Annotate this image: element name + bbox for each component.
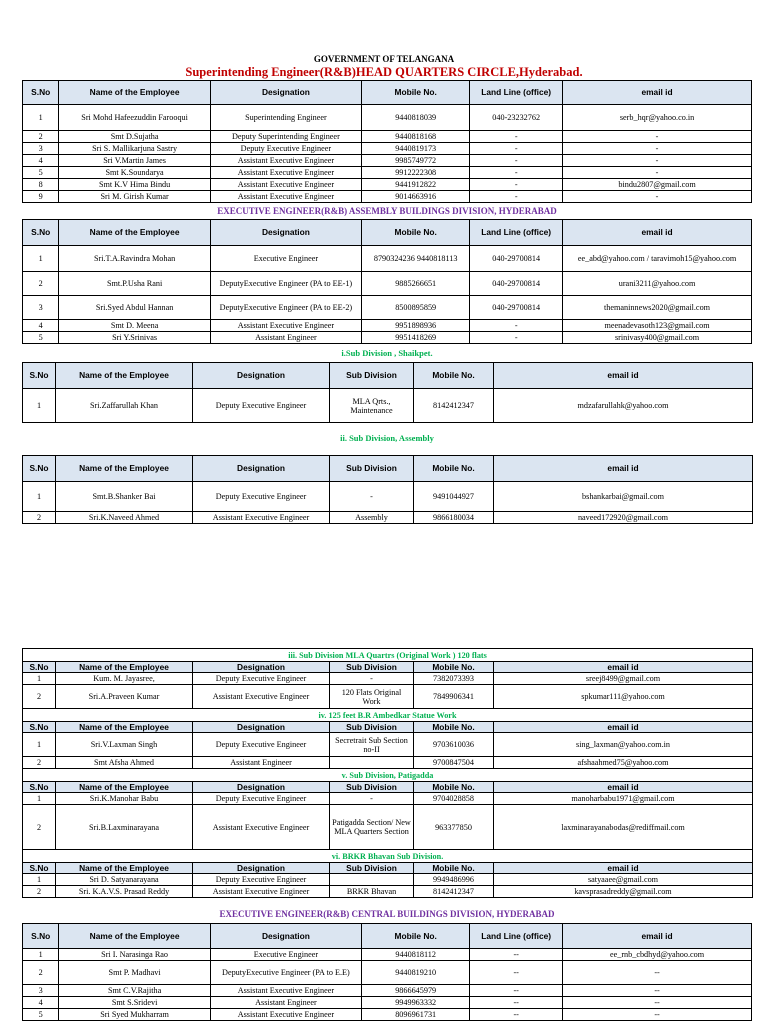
cell-subdivision: Patigadda Section/ New MLA Quarters Section: [330, 805, 414, 850]
assembly-subdivision-title: ii. Sub Division, Assembly: [340, 433, 434, 443]
cell-designation: DeputyExecutive Engineer (PA to EE-1): [210, 272, 361, 296]
cell-subdivision: BRKR Bhavan: [330, 886, 414, 898]
table-row: [23, 482, 753, 512]
section-title-row: [23, 649, 753, 662]
table-header-row: [23, 924, 752, 949]
col-name: Name of the Employee: [56, 662, 193, 673]
col-landline: Land Line (office): [470, 924, 563, 949]
cell-mobile: 963377850: [414, 805, 494, 850]
cell-name: Smt C.V.Rajitha: [59, 985, 210, 997]
cell-name: Sri M. Girish Kumar: [59, 191, 210, 203]
col-subdivision: Sub Division: [330, 363, 414, 389]
cell-name: Smt Afsha Ahmed: [56, 757, 193, 769]
table-row: [23, 1009, 752, 1021]
cell-email: --: [563, 985, 752, 997]
cell-designation: Assistant Executive Engineer: [210, 167, 361, 179]
table-row: [23, 272, 752, 296]
col-landline: Land Line (office): [470, 220, 563, 246]
col-designation: Designation: [210, 924, 361, 949]
cell-landline: -: [470, 155, 563, 167]
cell-email: --: [563, 961, 752, 985]
table-row: [23, 949, 752, 961]
col-mobile: Mobile No.: [362, 220, 470, 246]
table-row: [23, 757, 753, 769]
cell-designation: Assistant Executive Engineer: [210, 191, 361, 203]
cell-name: Sri.B.Laxminarayana: [56, 805, 193, 850]
cell-mobile: 9866645979: [362, 985, 470, 997]
table-row: [23, 296, 752, 320]
cell-email: ee_rnb_cbdhyd@yahoo.com: [563, 949, 752, 961]
cell-email: kavsprasadreddy@gmail.com: [494, 886, 753, 898]
cell-name: Sri D. Satyanarayana: [56, 874, 193, 886]
col-designation: Designation: [210, 81, 361, 105]
table-row: [23, 673, 753, 685]
col-email: email id: [563, 220, 752, 246]
cell-email: bindu2807@gmail.com: [563, 179, 752, 191]
cell-sno: 5: [23, 1009, 59, 1021]
table-header-row: [23, 722, 753, 733]
col-subdivision: Sub Division: [330, 722, 414, 733]
cell-email: laxminarayanabodas@rediffmail.com: [494, 805, 753, 850]
cell-landline: --: [470, 949, 563, 961]
assembly-table: [22, 219, 752, 344]
cell-email: srinivasy400@gmail.com: [563, 332, 752, 344]
cell-designation: Deputy Executive Engineer: [193, 389, 330, 423]
col-name: Name of the Employee: [56, 722, 193, 733]
cell-name: Sri V.Martin James: [59, 155, 210, 167]
cell-designation: Assistant Engineer: [210, 332, 361, 344]
cell-sno: 4: [23, 320, 59, 332]
cell-mobile: 9949963332: [362, 997, 470, 1009]
cell-email: --: [563, 997, 752, 1009]
cell-email: bshankarbai@gmail.com: [494, 482, 753, 512]
col-landline: Land Line (office): [470, 81, 563, 105]
cell-landline: -: [470, 143, 563, 155]
cell-designation: Deputy Executive Engineer: [193, 733, 330, 757]
cell-sno: 1: [23, 105, 59, 131]
cell-designation: Deputy Executive Engineer: [193, 793, 330, 805]
cell-email: -: [563, 191, 752, 203]
col-name: Name of the Employee: [56, 782, 193, 793]
cell-email: sreej8499@gmail.com: [494, 673, 753, 685]
cell-name: Smt P. Madhavi: [59, 961, 210, 985]
cell-sno: 5: [23, 167, 59, 179]
section-title-row: [23, 850, 753, 863]
cell-mobile: 8500895859: [362, 296, 470, 320]
assembly-subdivision-table: [22, 455, 753, 524]
cell-designation: Executive Engineer: [210, 949, 361, 961]
cell-mobile: 9703610036: [414, 733, 494, 757]
cell-email: mdzafarullahk@yahoo.com: [494, 389, 753, 423]
cell-sno: 3: [23, 985, 59, 997]
cell-sno: 5: [23, 332, 59, 344]
cell-landline: -: [470, 191, 563, 203]
cell-designation: Assistant Executive Engineer: [210, 1009, 361, 1021]
table-row: [23, 512, 753, 524]
cell-mobile: 9014663916: [362, 191, 470, 203]
table-row: [23, 131, 752, 143]
cell-subdivision: MLA Qrts., Maintenance: [330, 389, 414, 423]
cell-landline: --: [470, 985, 563, 997]
table-row: [23, 179, 752, 191]
cell-designation: Assistant Executive Engineer: [193, 886, 330, 898]
col-subdivision: Sub Division: [330, 782, 414, 793]
col-mobile: Mobile No.: [362, 924, 470, 949]
assembly-division-title: EXECUTIVE ENGINEER(R&B) ASSEMBLY BUILDINGS DIVISION, HYDERABAD: [217, 206, 557, 216]
cell-name: Sri.T.A.Ravindra Mohan: [59, 246, 210, 272]
col-sno: S.No: [23, 363, 56, 389]
col-mobile: Mobile No.: [362, 81, 470, 105]
cell-designation: Assistant Executive Engineer: [193, 685, 330, 709]
cell-name: Sri.K.Naveed Ahmed: [56, 512, 193, 524]
cell-email: -: [563, 155, 752, 167]
table-row: [23, 793, 753, 805]
col-email: email id: [494, 782, 753, 793]
cell-email: naveed172920@gmail.com: [494, 512, 753, 524]
cell-mobile: 8096961731: [362, 1009, 470, 1021]
cell-landline: --: [470, 961, 563, 985]
cell-email: satyaaee@gmail.com: [494, 874, 753, 886]
cell-landline: 040-23232762: [470, 105, 563, 131]
cell-designation: Deputy Executive Engineer: [193, 482, 330, 512]
section-title-row: [23, 709, 753, 722]
cell-subdivision: -: [330, 673, 414, 685]
table-row: [23, 246, 752, 272]
cell-email: serb_hqr@yahoo.co.in: [563, 105, 752, 131]
cell-name: Sri.Syed Abdul Hannan: [59, 296, 210, 320]
col-mobile: Mobile No.: [414, 363, 494, 389]
table-header-row: [23, 863, 753, 874]
central-division-title: EXECUTIVE ENGINEER(R&B) CENTRAL BUILDINGS DIVISION, HYDERABAD: [219, 909, 555, 919]
cell-sno: 9: [23, 191, 59, 203]
cell-sno: 2: [23, 886, 56, 898]
cell-mobile: 9912222308: [362, 167, 470, 179]
circle-title: Superintending Engineer(R&B)HEAD QUARTERS CIRCLE,Hyderabad.: [185, 65, 583, 79]
cell-designation: Assistant Engineer: [210, 997, 361, 1009]
mla-section-title: iii. Sub Division MLA Quartrs (Original Work ) 120 flats: [23, 649, 753, 662]
cell-email: manoharbabu1971@gmail.com: [494, 793, 753, 805]
cell-landline: 040-29700814: [470, 272, 563, 296]
table-row: [23, 886, 753, 898]
cell-designation: DeputyExecutive Engineer (PA to EE-2): [210, 296, 361, 320]
government-heading: GOVERNMENT OF TELANGANA: [313, 54, 455, 64]
cell-sno: 1: [23, 246, 59, 272]
cell-sno: 2: [23, 272, 59, 296]
cell-mobile: 9440819210: [362, 961, 470, 985]
table-header-row: [23, 782, 753, 793]
col-name: Name of the Employee: [56, 863, 193, 874]
col-sno: S.No: [23, 81, 59, 105]
col-sno: S.No: [23, 662, 56, 673]
col-designation: Designation: [193, 782, 330, 793]
cell-subdivision: Assembly: [330, 512, 414, 524]
table-row: [23, 733, 753, 757]
cell-designation: Assistant Engineer: [193, 757, 330, 769]
col-email: email id: [563, 924, 752, 949]
col-sno: S.No: [23, 924, 59, 949]
cell-sno: 1: [23, 793, 56, 805]
cell-designation: Assistant Executive Engineer: [210, 985, 361, 997]
cell-subdivision: -: [330, 482, 414, 512]
cell-mobile: 9700847504: [414, 757, 494, 769]
cell-mobile: 9441912822: [362, 179, 470, 191]
col-sno: S.No: [23, 456, 56, 482]
cell-mobile: 9704028858: [414, 793, 494, 805]
patigadda-section-title: v. Sub Division, Patigadda: [23, 769, 753, 782]
cell-mobile: 9440819173: [362, 143, 470, 155]
col-designation: Designation: [193, 863, 330, 874]
table-row: [23, 997, 752, 1009]
table-row: [23, 167, 752, 179]
table-header-row: [23, 220, 752, 246]
cell-email: themaninnews2020@gmail.com: [563, 296, 752, 320]
cell-subdivision: [330, 874, 414, 886]
cell-designation: Assistant Executive Engineer: [210, 320, 361, 332]
cell-sno: 3: [23, 143, 59, 155]
cell-email: urani3211@yahoo.com: [563, 272, 752, 296]
cell-designation: Assistant Executive Engineer: [193, 805, 330, 850]
cell-sno: 1: [23, 874, 56, 886]
col-email: email id: [494, 863, 753, 874]
cell-sno: 2: [23, 757, 56, 769]
cell-mobile: 7849906341: [414, 685, 494, 709]
cell-designation: Deputy Executive Engineer: [193, 673, 330, 685]
cell-designation: DeputyExecutive Engineer (PA to E.E): [210, 961, 361, 985]
cell-mobile: 9951898936: [362, 320, 470, 332]
table-row: [23, 143, 752, 155]
cell-name: Sri S. Mallikarjuna Sastry: [59, 143, 210, 155]
col-name: Name of the Employee: [56, 456, 193, 482]
table-header-row: [23, 81, 752, 105]
cell-subdivision: -: [330, 793, 414, 805]
table-row: [23, 805, 753, 850]
col-name: Name of the Employee: [56, 363, 193, 389]
cell-landline: --: [470, 1009, 563, 1021]
cell-mobile: 7382073393: [414, 673, 494, 685]
cell-email: --: [563, 1009, 752, 1021]
cell-mobile: 8142412347: [414, 389, 494, 423]
cell-name: Sri. K.A.V.S. Prasad Reddy: [56, 886, 193, 898]
col-sno: S.No: [23, 782, 56, 793]
table-row: [23, 155, 752, 167]
cell-name: Sri.K.Manohar Babu: [56, 793, 193, 805]
cell-sno: 1: [23, 733, 56, 757]
shaikpet-title: i.Sub Division , Shaikpet.: [341, 348, 433, 358]
cell-mobile: 9949486996: [414, 874, 494, 886]
cell-subdivision: 120 Flats Original Work: [330, 685, 414, 709]
cell-email: -: [563, 131, 752, 143]
cell-name: Sri Syed Mukharram: [59, 1009, 210, 1021]
subdivisions-table: [22, 648, 753, 898]
col-sno: S.No: [23, 220, 59, 246]
cell-sno: 2: [23, 512, 56, 524]
cell-landline: --: [470, 997, 563, 1009]
cell-sno: 8: [23, 179, 59, 191]
cell-name: Sri.A.Praveen Kumar: [56, 685, 193, 709]
cell-name: Sri Y.Srinivas: [59, 332, 210, 344]
cell-sno: 3: [23, 296, 59, 320]
col-name: Name of the Employee: [59, 924, 210, 949]
cell-sno: 4: [23, 155, 59, 167]
table-row: [23, 961, 752, 985]
cell-designation: Assistant Executive Engineer: [193, 512, 330, 524]
cell-subdivision: [330, 757, 414, 769]
cell-landline: -: [470, 167, 563, 179]
col-subdivision: Sub Division: [330, 456, 414, 482]
shaikpet-table: [22, 362, 753, 423]
cell-subdivision: Secretrait Sub Section no-II: [330, 733, 414, 757]
table-row: [23, 985, 752, 997]
cell-email: -: [563, 167, 752, 179]
col-email: email id: [494, 363, 753, 389]
cell-mobile: 9866180034: [414, 512, 494, 524]
col-mobile: Mobile No.: [414, 782, 494, 793]
cell-name: Smt.B.Shanker Bai: [56, 482, 193, 512]
cell-landline: 040-29700814: [470, 246, 563, 272]
col-email: email id: [563, 81, 752, 105]
cell-mobile: 9440818168: [362, 131, 470, 143]
cell-email: spkumar111@yahoo.com: [494, 685, 753, 709]
cell-sno: 4: [23, 997, 59, 1009]
cell-email: ee_abd@yahoo.com / taravimoh15@yahoo.com: [563, 246, 752, 272]
cell-landline: -: [470, 332, 563, 344]
cell-designation: Deputy Superintending Engineer: [210, 131, 361, 143]
cell-name: Sri.Zaffarullah Khan: [56, 389, 193, 423]
cell-sno: 1: [23, 673, 56, 685]
cell-name: Kum. M. Jayasree,: [56, 673, 193, 685]
cell-sno: 1: [23, 482, 56, 512]
cell-mobile: 9985749772: [362, 155, 470, 167]
cell-designation: Assistant Executive Engineer: [210, 179, 361, 191]
col-email: email id: [494, 722, 753, 733]
cell-email: sing_laxman@yahoo.com.in: [494, 733, 753, 757]
cell-designation: Superintending Engineer: [210, 105, 361, 131]
cell-designation: Deputy Executive Engineer: [193, 874, 330, 886]
cell-sno: 2: [23, 131, 59, 143]
table-row: [23, 685, 753, 709]
cell-name: Smt S.Sridevi: [59, 997, 210, 1009]
col-designation: Designation: [193, 456, 330, 482]
cell-mobile: 9951418269: [362, 332, 470, 344]
cell-email: -: [563, 143, 752, 155]
cell-name: Smt.P.Usha Rani: [59, 272, 210, 296]
table-header-row: [23, 456, 753, 482]
hq-table: [22, 80, 752, 203]
col-designation: Designation: [193, 363, 330, 389]
cell-mobile: 9440818112: [362, 949, 470, 961]
section-title-row: [23, 769, 753, 782]
cell-name: Smt K.V Hima Bindu: [59, 179, 210, 191]
col-email: email id: [494, 662, 753, 673]
cell-designation: Executive Engineer: [210, 246, 361, 272]
cell-sno: 2: [23, 685, 56, 709]
cell-mobile: 9491044927: [414, 482, 494, 512]
col-designation: Designation: [193, 722, 330, 733]
cell-name: Smt D. Meena: [59, 320, 210, 332]
table-row: [23, 389, 753, 423]
cell-name: Sri.V.Laxman Singh: [56, 733, 193, 757]
cell-name: Sri I. Narasinga Rao: [59, 949, 210, 961]
col-subdivision: Sub Division: [330, 863, 414, 874]
col-subdivision: Sub Division: [330, 662, 414, 673]
table-header-row: [23, 662, 753, 673]
cell-name: Sri Mohd Hafeezuddin Farooqui: [59, 105, 210, 131]
cell-designation: Deputy Executive Engineer: [210, 143, 361, 155]
cell-sno: 2: [23, 805, 56, 850]
cell-mobile: 8790324236 9440818113: [362, 246, 470, 272]
col-mobile: Mobile No.: [414, 863, 494, 874]
cell-email: afshaahmed75@yahoo.com: [494, 757, 753, 769]
cell-name: Smt D.Sujatha: [59, 131, 210, 143]
col-name: Name of the Employee: [59, 220, 210, 246]
col-designation: Designation: [193, 662, 330, 673]
col-name: Name of the Employee: [59, 81, 210, 105]
col-designation: Designation: [210, 220, 361, 246]
col-mobile: Mobile No.: [414, 722, 494, 733]
cell-landline: -: [470, 320, 563, 332]
table-row: [23, 191, 752, 203]
cell-mobile: 8142412347: [414, 886, 494, 898]
cell-email: meenadevasoth123@gmail.com: [563, 320, 752, 332]
central-table: [22, 923, 752, 1021]
brkr-section-title: vi. BRKR Bhavan Sub Division.: [23, 850, 753, 863]
table-row: [23, 874, 753, 886]
col-mobile: Mobile No.: [414, 456, 494, 482]
statue-section-title: iv. 125 feet B.R Ambedkar Statue Work: [23, 709, 753, 722]
cell-sno: 1: [23, 389, 56, 423]
cell-sno: 2: [23, 961, 59, 985]
cell-sno: 1: [23, 949, 59, 961]
col-sno: S.No: [23, 722, 56, 733]
table-row: [23, 320, 752, 332]
cell-mobile: 9440818039: [362, 105, 470, 131]
cell-landline: -: [470, 131, 563, 143]
col-mobile: Mobile No.: [414, 662, 494, 673]
col-sno: S.No: [23, 863, 56, 874]
cell-landline: 040-29700814: [470, 296, 563, 320]
table-row: [23, 332, 752, 344]
cell-name: Smt K.Soundarya: [59, 167, 210, 179]
table-header-row: [23, 363, 753, 389]
cell-landline: -: [470, 179, 563, 191]
cell-designation: Assistant Executive Engineer: [210, 155, 361, 167]
table-row: [23, 105, 752, 131]
cell-mobile: 9885266651: [362, 272, 470, 296]
col-email: email id: [494, 456, 753, 482]
